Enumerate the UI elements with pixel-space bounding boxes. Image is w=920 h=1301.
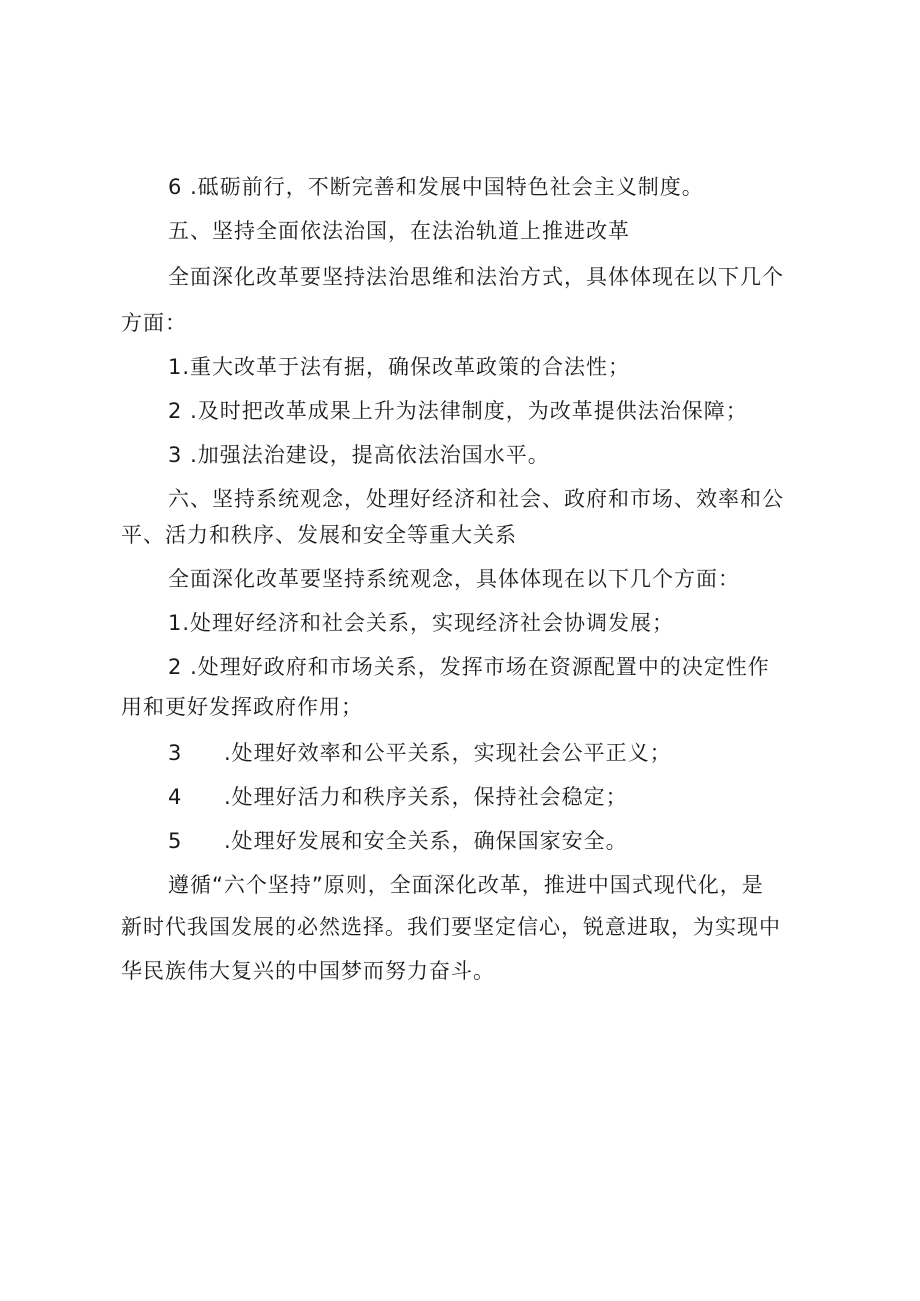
list-item: [168, 608, 674, 638]
paragraph-line: 方面：: [121, 311, 187, 335]
conclusion-line: 遵循“六个坚持”原则，全面深化改革，推进中国式现代化，是: [168, 873, 764, 897]
list-item: [168, 440, 550, 470]
paragraph-line: 全面深化改革要坚持法治思维和法治方式，具体体现在以下几个: [168, 265, 784, 289]
list-text: .处理好经济和社会关系，实现经济社会协调发展；: [182, 611, 675, 635]
list-number: 3: [168, 443, 183, 467]
list-text: .加强法治建设，提高依法治国水平。: [190, 443, 550, 467]
list-text: .重大改革于法有据，确保改革政策的合法性；: [182, 355, 631, 379]
list-item: [168, 652, 770, 682]
list-number: 5: [168, 829, 183, 853]
list-text: .处理好效率和公平关系，实现社会公平正义；: [224, 741, 672, 765]
list-item: [168, 352, 630, 382]
list-number: 6: [168, 175, 183, 199]
list-text: .及时把改革成果上升为法律制度，为改革提供法治保障；: [190, 399, 748, 423]
list-number: 1: [168, 355, 183, 379]
conclusion-line: 新时代我国发展的必然选择。我们要坚定信心，锐意进取，为实现中: [121, 915, 781, 939]
list-item-continued: 用和更好发挥政府作用；: [121, 695, 363, 719]
section-heading-6: 六、坚持系统观念，处理好经济和社会、政府和市场、效率和公: [168, 487, 784, 511]
list-number: 2: [168, 655, 183, 679]
list-item: [168, 396, 748, 426]
list-number: 1: [168, 611, 183, 635]
list-text: .处理好发展和安全关系，确保国家安全。: [224, 829, 628, 853]
list-text: .砥砺前行，不断完善和发展中国特色社会主义制度。: [190, 175, 704, 199]
section-heading-6-continued: 平、活力和秩序、发展和安全等重大关系: [121, 523, 517, 547]
list-number: 4: [168, 785, 183, 809]
list-item: [168, 738, 672, 768]
list-text: .处理好政府和市场关系，发挥市场在资源配置中的决定性作: [190, 655, 770, 679]
list-item: [168, 782, 628, 812]
list-number: 3: [168, 741, 183, 765]
list-text: .处理好活力和秩序关系，保持社会稳定；: [224, 785, 628, 809]
paragraph-line: 全面深化改革要坚持系统观念，具体体现在以下几个方面：: [168, 567, 740, 591]
list-item-6: [168, 172, 704, 202]
section-heading-5: 五、坚持全面依法治国，在法治轨道上推进改革: [168, 219, 630, 243]
list-number: 2: [168, 399, 183, 423]
list-item: [168, 826, 628, 856]
conclusion-line: 华民族伟大复兴的中国梦而努力奋斗。: [121, 959, 495, 983]
